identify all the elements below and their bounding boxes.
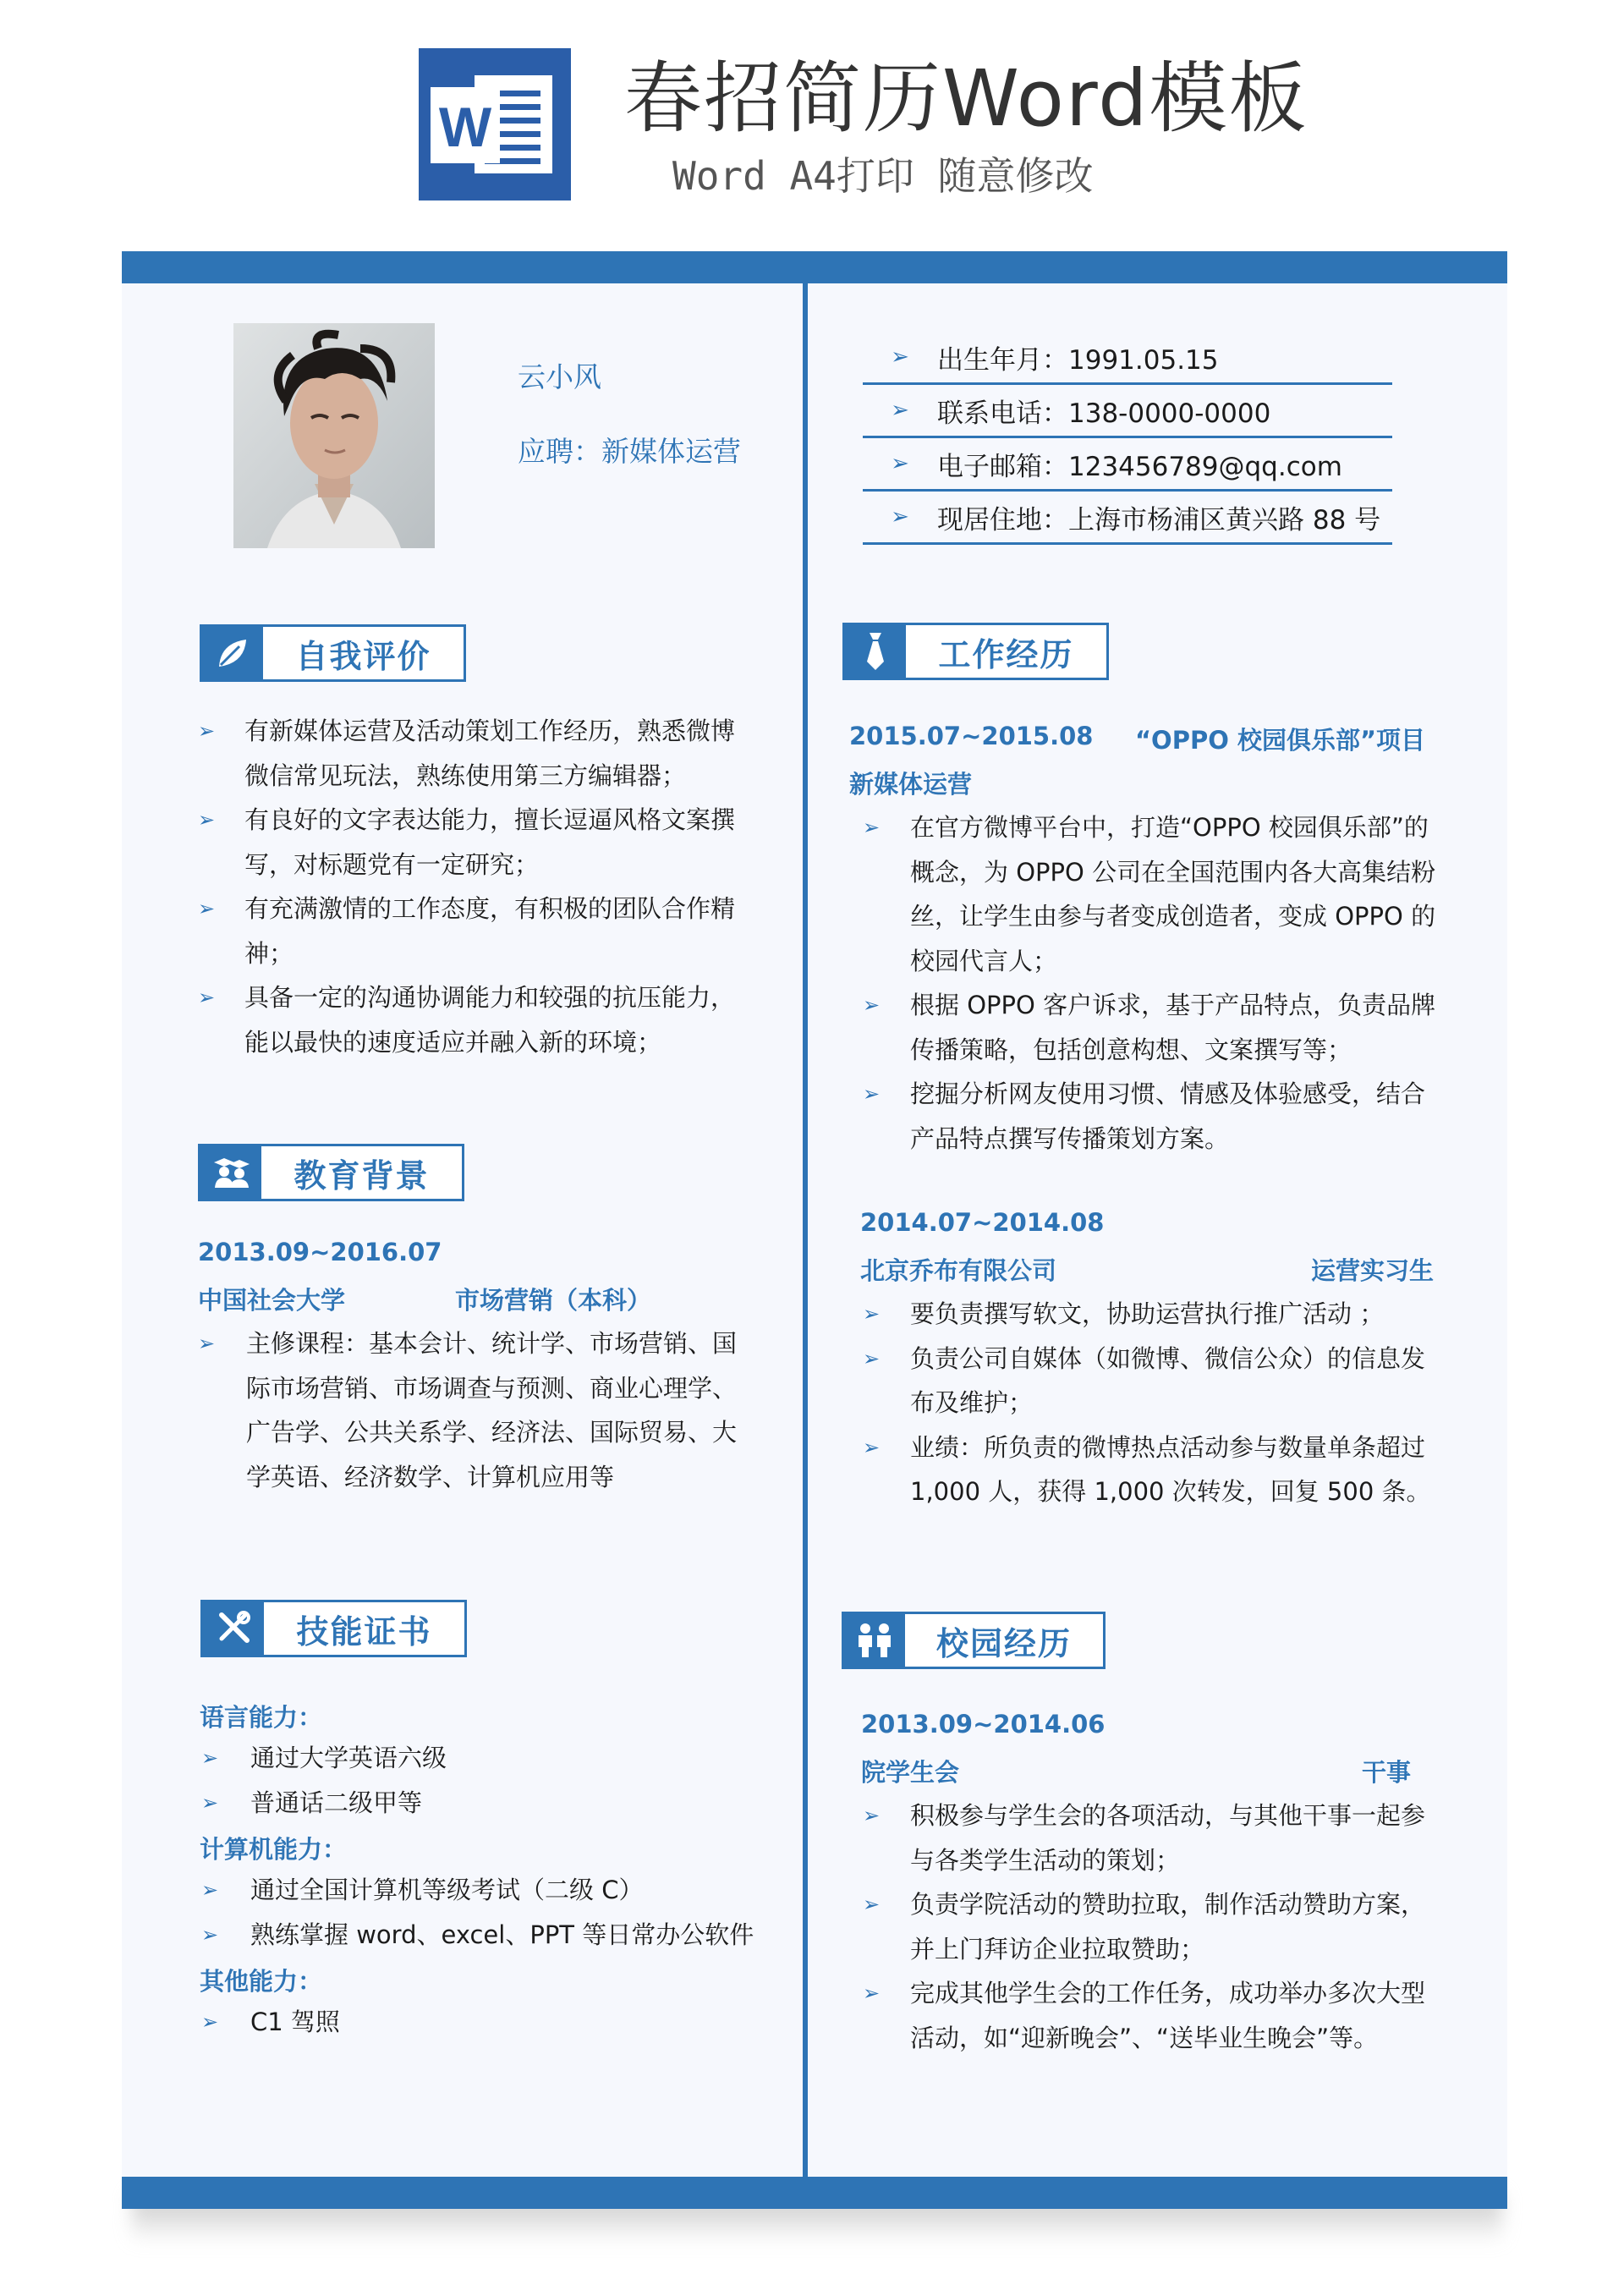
list-item: ➢ 完成其他学生会的工作任务，成功举办多次大型活动，如“迎新晚会”、“送毕业生晚会”等。 — [863, 1971, 1446, 2060]
candidate-name: 云小风 — [518, 360, 601, 393]
job1-period: 2015.07~2015.08 — [849, 722, 1094, 750]
list-item: ➢ 积极参与学生会的各项活动，与其他干事一起参与各类学生活动的策划； — [863, 1793, 1446, 1882]
campus-org: 院学生会 — [861, 1758, 960, 1787]
list-item: ➢ 在官方微博平台中，打造“OPPO 校园俱乐部”的概念，为 OPPO 公司在全国范围内各大高集结粉丝，让学生由参与者变成创造者，变成 OPPO 的校园代言人； — [863, 805, 1446, 983]
job2-company: 北京乔布有限公司 — [860, 1256, 1057, 1285]
info-text: 联系电话：138-0000-0000 — [937, 398, 1271, 429]
info-row-email — [863, 438, 1392, 492]
tie-icon — [845, 625, 906, 678]
contact-info — [863, 332, 1392, 545]
language-skill-list — [200, 1736, 758, 1825]
list-item: ➢ 根据 OPPO 客户诉求，基于产品特点，负责品牌传播策略，包括创意构想、文案撰写等； — [863, 983, 1446, 1072]
self-eval-list — [198, 709, 756, 1064]
arrow-bullet-icon: ➢ — [891, 398, 909, 423]
graduates-icon — [200, 1146, 261, 1199]
avatar — [233, 323, 435, 548]
word-logo-icon — [419, 48, 571, 200]
computer-skill-list — [200, 1868, 758, 1957]
section-title: 自我评价 — [295, 637, 431, 675]
campus-list — [863, 1793, 1446, 2060]
list-item: ➢ 主修课程：基本会计、统计学、市场营销、国际市场营销、市场调查与预测、商业心理学、广告学、公共关系学、经济法、国际贸易、大学英语、经济数学、计算机应用等 — [198, 1321, 756, 1499]
section-header-campus — [842, 1612, 1106, 1669]
list-item: ➢ C1 驾照 — [200, 2000, 758, 2045]
list-item: ➢ 有充满激情的工作态度，有积极的团队合作精神； — [198, 887, 756, 975]
job1-role: 新媒体运营 — [849, 770, 973, 799]
section-title: 校园经历 — [935, 1624, 1072, 1662]
education-major: 市场营销（本科） — [455, 1286, 652, 1315]
section-header-self-eval — [200, 624, 466, 682]
info-text: 现居住地：上海市杨浦区黄兴路 88 号 — [937, 504, 1381, 536]
arrow-bullet-icon: ➢ — [891, 451, 909, 476]
other-skill-list — [200, 2000, 758, 2045]
list-item: ➢ 熟练掌握 word、excel、PPT 等日常办公软件 — [200, 1913, 758, 1958]
education-school: 中国社会大学 — [198, 1286, 346, 1315]
applied-position: 应聘：新媒体运营 — [518, 435, 741, 468]
skill-computer-head: 计算机能力： — [200, 1835, 348, 1864]
skill-language-head: 语言能力： — [200, 1703, 323, 1732]
info-row-address — [863, 492, 1392, 545]
arrow-bullet-icon: ➢ — [891, 504, 909, 530]
bottom-bar — [122, 2177, 1507, 2209]
list-item: ➢ 挖掘分析网友使用习惯、情感及体验感受，结合产品特点撰写传播策划方案。 — [863, 1072, 1446, 1161]
info-text: 出生年月：1991.05.15 — [937, 344, 1219, 376]
job2-period: 2014.07~2014.08 — [860, 1208, 1105, 1237]
section-header-work — [842, 623, 1109, 680]
job1-project: “OPPO 校园俱乐部”项目 — [1135, 726, 1426, 755]
section-title: 技能证书 — [296, 1612, 432, 1651]
list-item: ➢ 负责学院活动的赞助拉取，制作活动赞助方案，并上门拜访企业拉取赞助； — [863, 1882, 1446, 1971]
section-header-education — [198, 1144, 464, 1201]
list-item: ➢ 具备一定的沟通协调能力和较强的抗压能力，能以最快的速度适应并融入新的环境； — [198, 975, 756, 1064]
campus-role: 干事 — [1362, 1758, 1412, 1787]
list-item: ➢ 通过全国计算机等级考试（二级 C） — [200, 1868, 758, 1913]
job2-role: 运营实习生 — [1311, 1256, 1435, 1285]
word-logo-letter: W — [438, 96, 492, 158]
info-row-birth — [863, 332, 1392, 385]
tools-icon — [203, 1602, 264, 1655]
list-item: ➢ 负责公司自媒体（如微博、微信公众）的信息发布及维护； — [863, 1337, 1446, 1425]
list-item: ➢ 业绩：所负责的微博热点活动参与数量单条超过 1,000 人，获得 1,000 次转发，回复 500 条。 — [863, 1425, 1446, 1514]
skill-other-head: 其他能力： — [200, 1967, 323, 1996]
info-row-phone — [863, 385, 1392, 438]
page-subtitle: Word A4打印 随意修改 — [672, 153, 1094, 199]
job2-list — [863, 1292, 1446, 1514]
leaf-icon — [202, 627, 263, 679]
section-title: 教育背景 — [294, 1156, 430, 1195]
people-icon — [844, 1614, 905, 1667]
job1-list — [863, 805, 1446, 1161]
section-title: 工作经历 — [938, 635, 1074, 673]
list-item: ➢ 要负责撰写软文，协助运营执行推广活动 ； — [863, 1292, 1446, 1337]
list-item: ➢ 有新媒体运营及活动策划工作经历，熟悉微博微信常见玩法，熟练使用第三方编辑器； — [198, 709, 756, 798]
campus-period: 2013.09~2014.06 — [861, 1710, 1106, 1738]
list-item: ➢ 通过大学英语六级 — [200, 1736, 758, 1781]
column-divider — [803, 283, 808, 2177]
list-item: ➢ 普通话二级甲等 — [200, 1781, 758, 1826]
section-header-skills — [200, 1600, 467, 1657]
page-title: 春招简历Word模板 — [624, 53, 1309, 144]
education-list — [198, 1321, 756, 1499]
info-text: 电子邮箱：123456789@qq.com — [937, 451, 1342, 482]
arrow-bullet-icon: ➢ — [891, 344, 909, 370]
education-period: 2013.09~2016.07 — [198, 1238, 442, 1266]
top-bar — [122, 251, 1507, 283]
list-item: ➢ 有良好的文字表达能力，擅长逗逼风格文案撰写，对标题党有一定研究； — [198, 798, 756, 887]
